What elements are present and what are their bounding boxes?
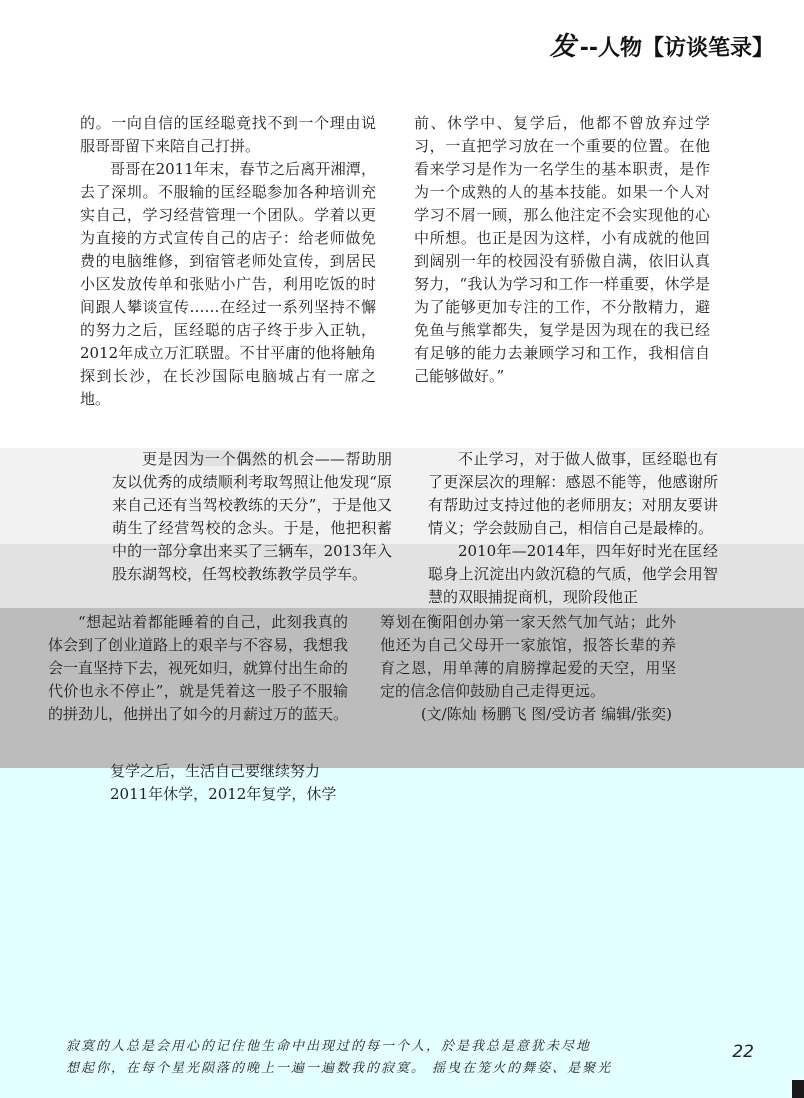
article-column-left-top [80, 112, 376, 411]
article-column-left-mid [112, 448, 392, 586]
header-calligraphy: 发 [549, 32, 576, 62]
footer-line: 寂寞的人总是会用心的记住他生命中出现过的每一个人，於是我总是意犹未尽地 [66, 1039, 592, 1054]
paragraph: 的。一向自信的匡经聪竟找不到一个理由说服哥哥留下来陪自己打拼。 [80, 114, 376, 155]
paragraph: 筹划在衡阳创办第一家天然气加气站；此外他还为自己父母开一家旅馆，报答长辈的养育之恩，用单薄的肩膀撑起爱的天空，用坚定的信念信仰鼓励自己走得更远。 [380, 613, 676, 700]
footer-line: 想起你，在每个星光陨落的晚上一遍一遍数我的寂寞。 摇曳在笼火的舞姿、是聚光 [66, 1061, 613, 1076]
paragraph: 更是因为一个偶然的机会——帮助朋友以优秀的成绩顺利考取驾照让他发现“原来自己还有当驾校教练的天分”，于是他又萌生了经营驾校的念头。于是，他把积蓄中的一部分拿出来买了三辆车，2013年入股东湖驾校，任驾校教练教学员学车。 [112, 450, 392, 583]
footer-quote [66, 1036, 706, 1080]
paragraph: 2011年休学，2012年复学，休学 [110, 785, 337, 803]
paragraph: 复学之后，生活自己要继续努力 [110, 762, 321, 780]
article-column-right-top [414, 112, 710, 388]
paragraph: 不止学习，对于做人做事，匡经聪也有了更深层次的理解：感恩不能等，他感谢所有帮助过支持过他的老师朋友；对朋友要讲情义；学会鼓励自己，相信自己是最棒的。 [428, 450, 718, 537]
page-number: 22 [732, 1042, 754, 1062]
paragraph: 哥哥在2011年末，春节之后离开湘潭，去了深圳。不服输的匡经聪参加各种培训充实自己，学习经营管理一个团队。学着以更为直接的方式宣传自己的店子：给老师做免费的电脑维修，到宿管老师处宣传，到居民小区发放传单和张贴小广告，利用吃饭的时间跟人攀谈宣传……在经过一系列坚持不懈的努力之后，匡经聪的店子终于步入正轨，2012年成立万汇联盟。不甘平庸的他将触角探到长沙，在长沙国际电脑城占有一席之地。 [80, 160, 376, 408]
edge-mark [792, 1080, 804, 1098]
article-column-left-bottom [80, 760, 364, 806]
paragraph: “想起站着都能睡着的自己，此刻我真的体会到了创业道路上的艰辛与不容易，我想我会一直坚持下去，视死如归，就算付出生命的代价也永不停止”，就是凭着这一股子不服输的拼劲儿，他拼出了如今的月薪过万的蓝天。 [48, 613, 349, 723]
page-header [550, 26, 774, 63]
article-column-left-low [48, 611, 348, 726]
header-section-title: --人物【访谈笔录】 [579, 36, 774, 61]
article-credit: (文/陈灿 杨鹏飞 图/受访者 编辑/张奕) [420, 705, 672, 723]
article-column-right-low [380, 611, 676, 726]
article-column-right-mid [428, 448, 718, 609]
paragraph: 前、休学中、复学后，他都不曾放弃过学习，一直把学习放在一个重要的位置。在他看来学习是作为一名学生的基本职责，是作为一个成熟的人的基本技能。如果一个人对学习不屑一顾，那么他注定不会实现他的心中所想。也正是因为这样，小有成就的他回到阔别一年的校园没有骄傲自满，依旧认真努力，“我认为学习和工作一样重要，休学是为了能够更加专注的工作，不分散精力，避免鱼与熊掌都失，复学是因为现在的我已经有足够的能力去兼顾学习和工作，我相信自己能够做好。” [414, 114, 710, 385]
paragraph: 2010年—2014年，四年好时光在匡经聪身上沉淀出内敛沉稳的气质，他学会用智慧的双眼捕捉商机，现阶段他正 [428, 542, 718, 606]
